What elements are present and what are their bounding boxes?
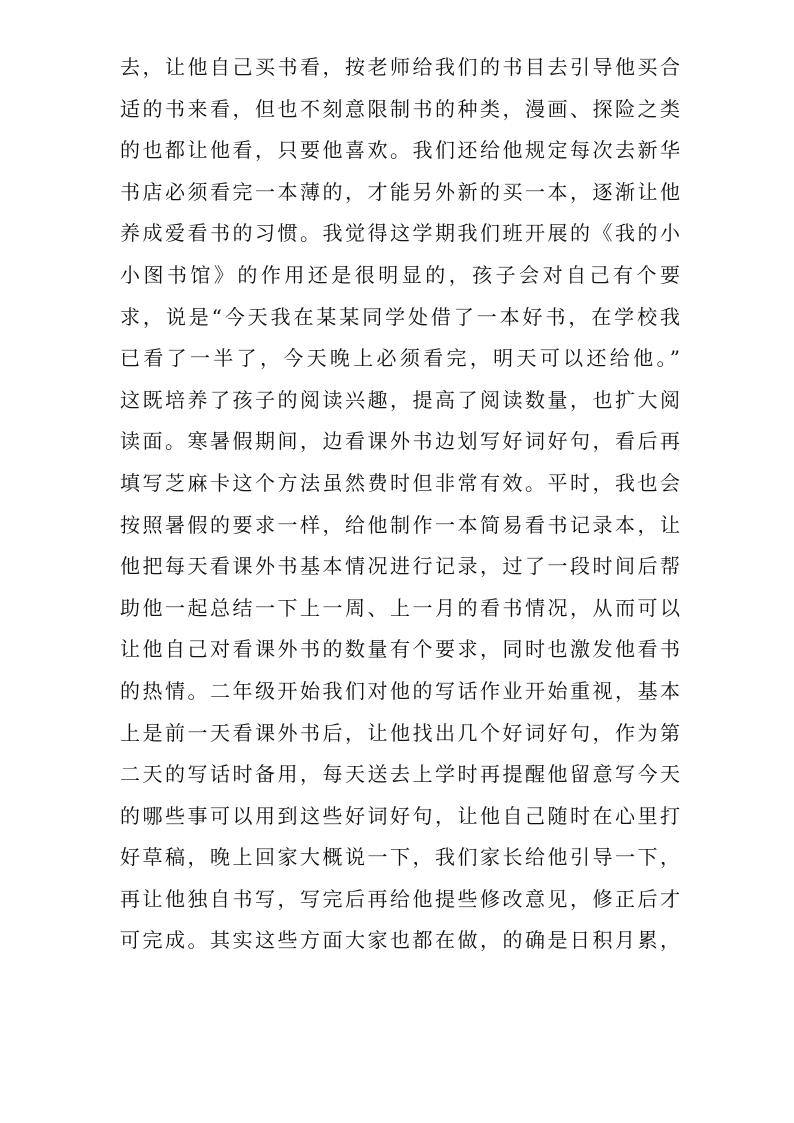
text-line: 按照暑假的要求一样，给他制作一本简易看书记录本，让: [120, 512, 680, 537]
text-line: 让他自己对看课外书的数量有个要求，同时也激发他看书: [120, 637, 680, 662]
text-line: 求，说是“今天我在某某同学处借了一本好书，在学校我: [120, 304, 680, 329]
text-line: 的哪些事可以用到这些好词好句，让他自己随时在心里打: [120, 803, 680, 828]
body-text: [120, 47, 680, 962]
text-line: 二天的写话时备用，每天送去上学时再提醒他留意写今天: [120, 762, 680, 787]
text-line: 的热情。二年级开始我们对他的写话作业开始重视，基本: [120, 678, 680, 703]
text-line: 好草稿，晚上回家大概说一下，我们家长给他引导一下，: [120, 845, 680, 870]
text-line: 这既培养了孩子的阅读兴趣，提高了阅读数量，也扩大阅: [120, 387, 680, 412]
text-line: 助他一起总结一下上一周、上一月的看书情况，从而可以: [120, 595, 680, 620]
text-line: 适的书来看，但也不刻意限制书的种类，漫画、探险之类: [120, 96, 680, 121]
text-line: 已看了一半了，今天晚上必须看完，明天可以还给他。”: [120, 346, 680, 371]
text-line: 他把每天看课外书基本情况进行记录，过了一段时间后帮: [120, 554, 680, 579]
text-line: 的也都让他看，只要他喜欢。我们还给他规定每次去新华: [120, 138, 680, 163]
text-line: 小图书馆》的作用还是很明显的，孩子会对自己有个要: [120, 262, 680, 287]
text-line: 可完成。其实这些方面大家也都在做，的确是日积月累，: [120, 928, 680, 953]
text-line: 书店必须看完一本薄的，才能另外新的买一本，逐渐让他: [120, 179, 680, 204]
text-line: 填写芝麻卡这个方法虽然费时但非常有效。平时，我也会: [120, 470, 680, 495]
text-line: 再让他独自书写，写完后再给他提些修改意见，修正后才: [120, 886, 680, 911]
text-line: 读面。寒暑假期间，边看课外书边划写好词好句，看后再: [120, 429, 680, 454]
text-line: 养成爱看书的习惯。我觉得这学期我们班开展的《我的小: [120, 221, 680, 246]
text-line: 去，让他自己买书看，按老师给我们的书目去引导他买合: [120, 55, 680, 79]
text-line: 上是前一天看课外书后，让他找出几个好词好句，作为第: [120, 720, 680, 745]
